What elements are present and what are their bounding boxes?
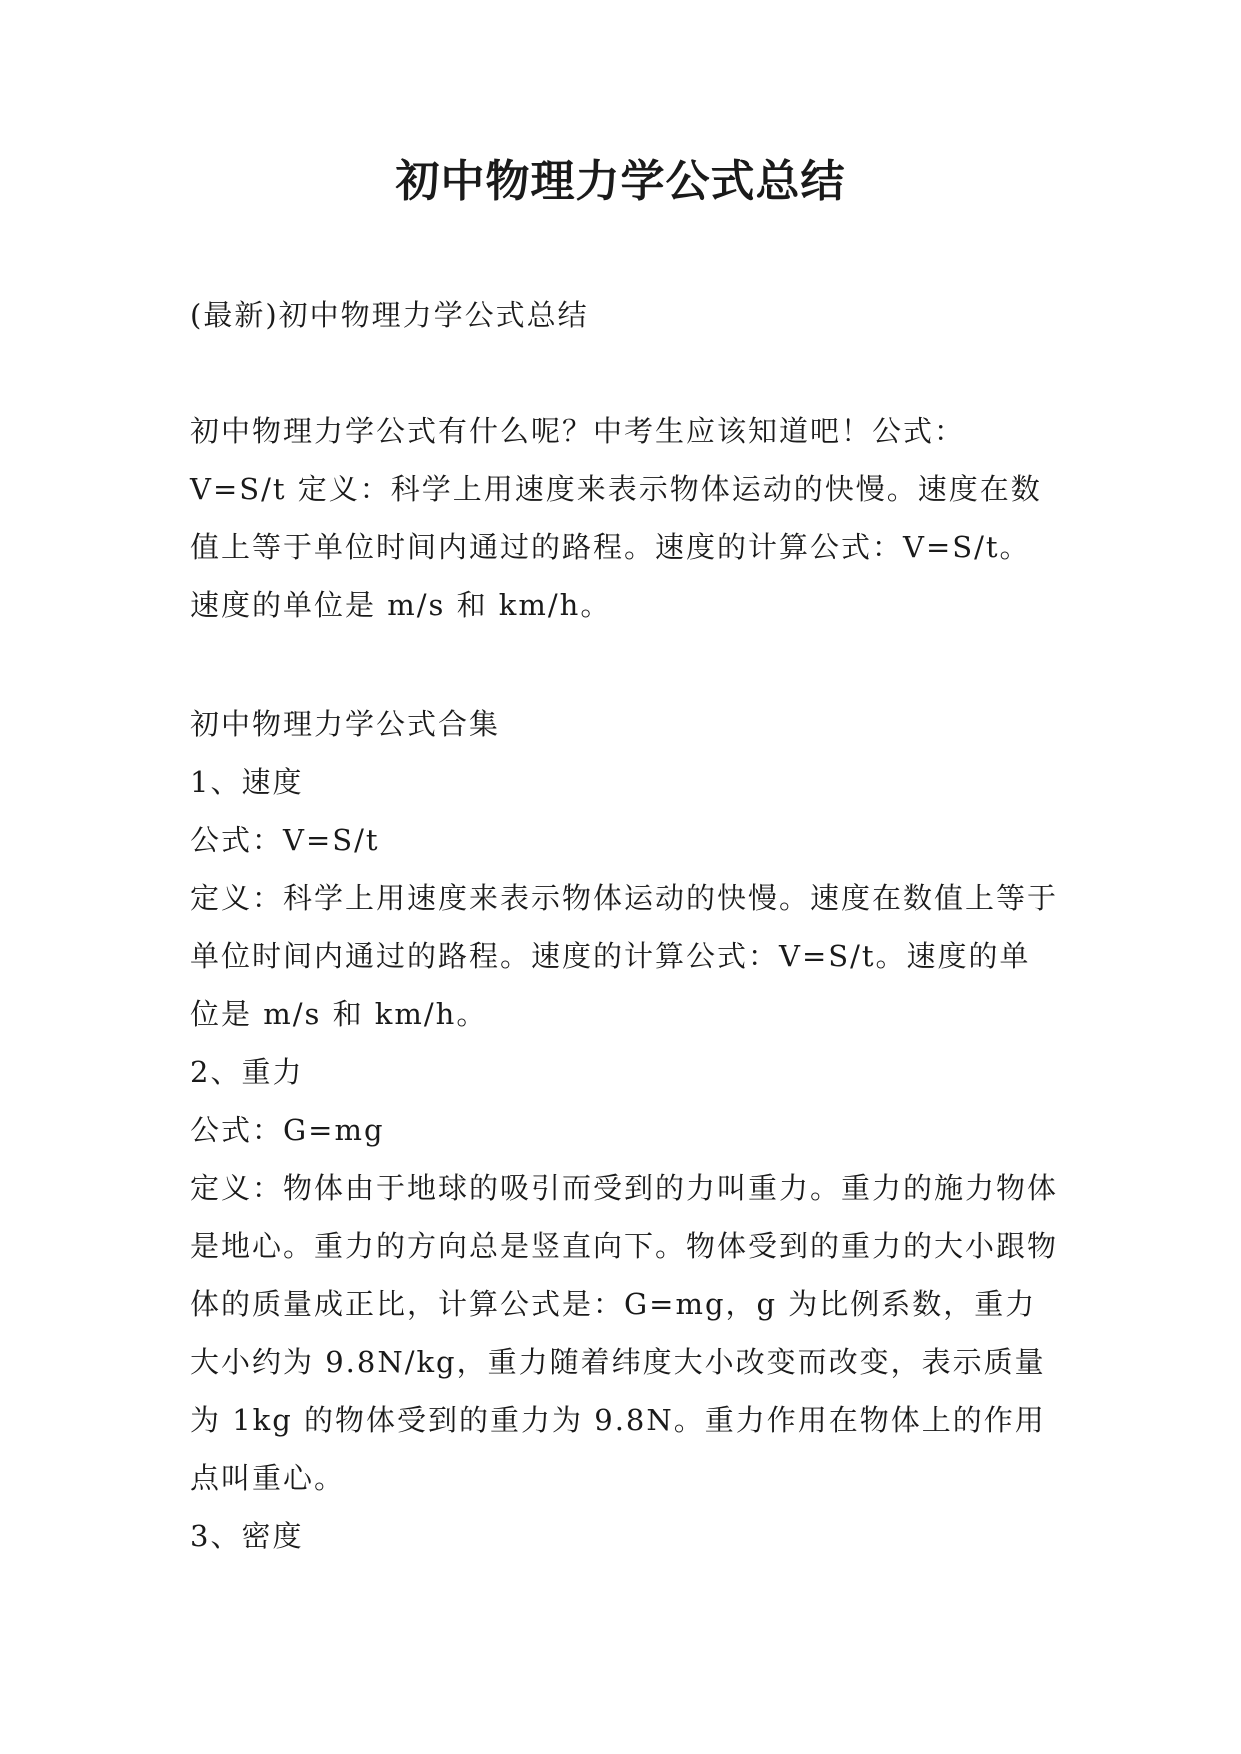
intro-paragraph: [190, 402, 1060, 634]
intro-text: 初中物理力学公式有什么呢？中考生应该知道吧！公式：V=S/t 定义：科学上用速度来表示物体运动的快慢。速度在数值上等于单位时间内通过的路程。速度的计算公式：V=S/t。速度的单位是 m/s 和 km/h。: [190, 414, 1042, 622]
section-heading-speed: 1、速度: [190, 765, 304, 799]
section-definition-gravity: 定义：物体由于地球的吸引而受到的力叫重力。重力的施力物体是地心。重力的方向总是竖直向下。物体受到的重力的大小跟物体的质量成正比，计算公式是：G=mg，g 为比例系数，重力大小约为 9.8N/kg，重力随着纬度大小改变而改变，表示质量为 1kg 的物体受到的重力为 9.8N。重力作用在物体上的作用点叫重心。: [190, 1171, 1059, 1495]
section-heading-density: 3、密度: [190, 1519, 304, 1553]
section-formula-gravity: 公式：G=mg: [190, 1113, 385, 1147]
formula-collection: [190, 695, 1060, 1565]
document-subtitle: [190, 286, 1060, 344]
subtitle-text: (最新)初中物理力学公式总结: [190, 298, 589, 332]
section-definition-speed: 定义：科学上用速度来表示物体运动的快慢。速度在数值上等于单位时间内通过的路程。速度的计算公式：V=S/t。速度的单位是 m/s 和 km/h。: [190, 881, 1059, 1031]
collection-heading: 初中物理力学公式合集: [190, 707, 501, 741]
section-formula-speed: 公式：V=S/t: [190, 823, 380, 857]
document-title: 初中物理力学公式总结: [395, 156, 846, 207]
section-heading-gravity: 2、重力: [190, 1055, 304, 1089]
